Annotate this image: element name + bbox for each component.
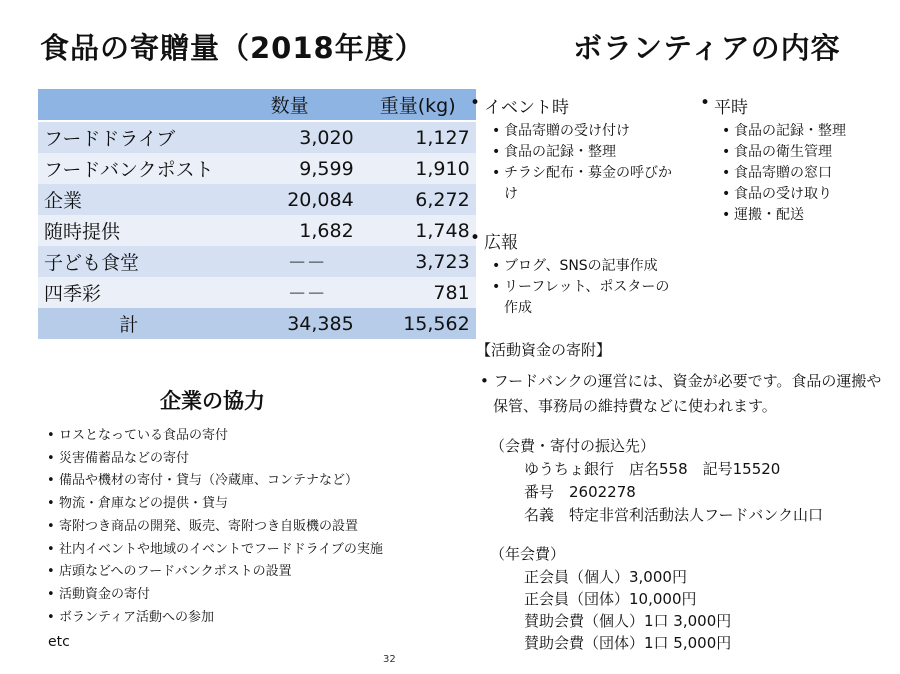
table-row — [38, 153, 476, 184]
row-name: フードドライブ — [38, 121, 220, 153]
row-name: 四季彩 — [38, 277, 220, 308]
total-qty: 34,385 — [220, 308, 360, 339]
list-item: • 食品の記録・整理 — [492, 142, 690, 163]
list-item: • 災害備蓄品などの寄付 — [47, 448, 383, 471]
header-weight: 重量(kg) — [360, 89, 476, 121]
table-header-row — [38, 89, 476, 121]
volunteer-normal-list — [722, 121, 890, 226]
volunteer-normal-title: • 平時 — [700, 93, 890, 118]
total-weight: 15,562 — [360, 308, 476, 339]
volunteer-pr-title: • 広報 — [470, 228, 690, 253]
row-qty: －－ — [220, 246, 360, 277]
volunteer-normal-section — [700, 93, 890, 226]
row-qty: 3,020 — [220, 121, 360, 153]
list-item: • 物流・倉庫などの提供・貸与 — [47, 493, 383, 516]
cooperation-list — [47, 425, 383, 629]
volunteer-title: ボランティアの内容 — [573, 31, 841, 65]
row-weight: 1,748 — [360, 215, 476, 246]
table-row — [38, 215, 476, 246]
row-weight: 1,127 — [360, 121, 476, 153]
total-label: 計 — [38, 308, 220, 339]
row-name: フードバンクポスト — [38, 153, 220, 184]
row-weight: 3,723 — [360, 246, 476, 277]
list-item: • 食品寄贈の受け付け — [492, 121, 690, 142]
cooperation-etc: etc — [48, 634, 70, 650]
table-row — [38, 121, 476, 153]
header-name — [38, 89, 220, 121]
list-item: • ロスとなっている食品の寄付 — [47, 425, 383, 448]
row-name: 企業 — [38, 184, 220, 215]
row-qty: －－ — [220, 277, 360, 308]
list-item: • ブログ、SNSの記事作成 — [492, 256, 690, 277]
list-item: • 社内イベントや地域のイベントでフードドライブの実施 — [47, 539, 383, 562]
row-weight: 781 — [360, 277, 476, 308]
list-item: • 食品の衛生管理 — [722, 142, 890, 163]
list-item: • 寄附つき商品の開発、販売、寄附つき自販機の設置 — [47, 516, 383, 539]
fee-heading: （年会費） — [490, 545, 566, 563]
list-item: • 備品や機材の寄付・貸与（冷蔵庫、コンテナなど） — [47, 470, 383, 493]
row-weight: 1,910 — [360, 153, 476, 184]
page-number: 32 — [383, 654, 396, 665]
list-item: • 食品寄贈の窓口 — [722, 163, 890, 184]
volunteer-event-title: • イベント時 — [470, 93, 690, 118]
row-name: 子ども食堂 — [38, 246, 220, 277]
fee-item: 賛助会費（個人）1口 3,000円 — [524, 612, 732, 630]
list-item: • リーフレット、ポスターの作成 — [492, 277, 674, 319]
row-name: 随時提供 — [38, 215, 220, 246]
funding-desc-line1: • フードバンクの運営には、資金が必要です。食品の運搬や — [480, 372, 882, 390]
row-qty: 9,599 — [220, 153, 360, 184]
fee-item: 正会員（個人）3,000円 — [524, 568, 687, 586]
list-item: • 店頭などへのフードバンクポストの設置 — [47, 561, 383, 584]
table-row — [38, 246, 476, 277]
volunteer-pr-section — [470, 228, 690, 319]
row-weight: 6,272 — [360, 184, 476, 215]
transfer-holder: 名義 特定非営利活動法人フードバンク山口 — [524, 506, 823, 524]
list-item: • ボランティア活動への参加 — [47, 607, 383, 630]
table-total-row — [38, 308, 476, 339]
fee-item: 正会員（団体）10,000円 — [524, 590, 697, 608]
list-item: • チラシ配布・募金の呼びかけ — [492, 163, 674, 205]
header-qty: 数量 — [220, 89, 360, 121]
transfer-account: 番号 2602278 — [524, 483, 636, 501]
transfer-bank: ゆうちょ銀行 店名558 記号15520 — [524, 460, 781, 478]
fee-item: 賛助会費（団体）1口 5,000円 — [524, 634, 732, 652]
transfer-heading: （会費・寄付の振込先） — [490, 437, 656, 455]
donation-title: 食品の寄贈量（2018年度） — [40, 31, 425, 65]
volunteer-event-list — [492, 121, 690, 205]
cooperation-title: 企業の協力 — [160, 389, 265, 413]
row-qty: 1,682 — [220, 215, 360, 246]
funding-heading: 【活動資金の寄附】 — [476, 341, 612, 359]
table-row — [38, 277, 476, 308]
volunteer-event-section — [470, 93, 690, 205]
funding-desc-line2: 保管、事務局の維持費などに使われます。 — [493, 397, 777, 415]
row-qty: 20,084 — [220, 184, 360, 215]
table-row — [38, 184, 476, 215]
volunteer-pr-list — [492, 256, 690, 319]
list-item: • 食品の受け取り — [722, 184, 890, 205]
list-item: • 運搬・配送 — [722, 205, 890, 226]
list-item: • 活動資金の寄付 — [47, 584, 383, 607]
list-item: • 食品の記録・整理 — [722, 121, 890, 142]
donation-table — [38, 89, 476, 339]
